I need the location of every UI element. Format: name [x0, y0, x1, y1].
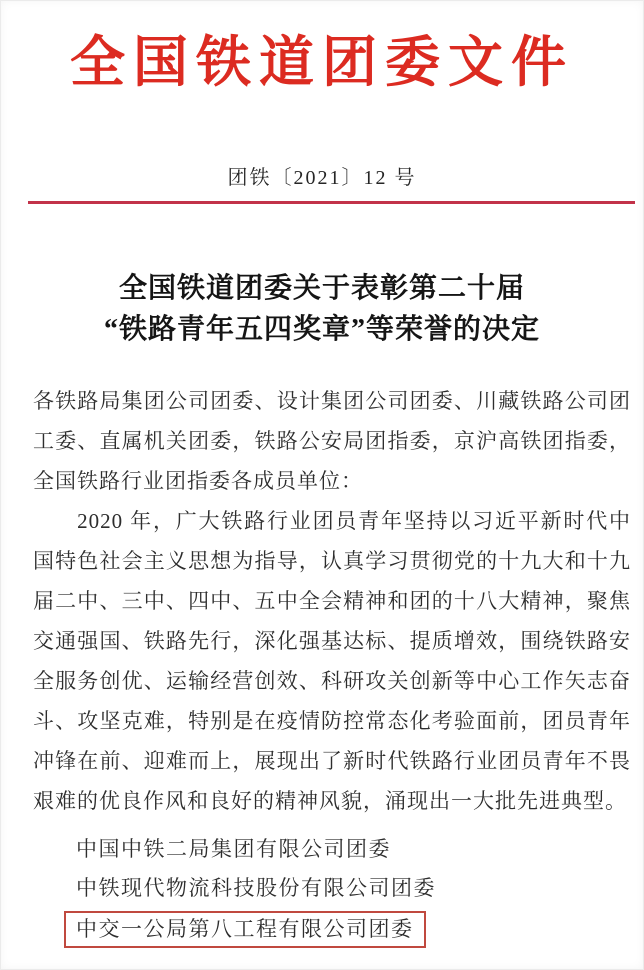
- org-name: 中铁现代物流科技股份有限公司团委: [76, 876, 436, 900]
- document-title: [0, 268, 644, 350]
- org-list-item: [76, 830, 436, 869]
- document-number: 团铁〔2021〕12 号: [227, 167, 417, 189]
- header-divider-rule: [28, 201, 635, 204]
- document-title-line-2: “铁路青年五四奖章”等荣誉的决定: [103, 314, 540, 345]
- salutation-paragraph: 各铁路局集团公司团委、设计集团公司团委、川藏铁路公司团工委、直属机关团委，铁路公安局团指委，京沪高铁团指委，全国铁路行业团指委各成员单位：: [33, 389, 631, 493]
- body-paragraph: 2020 年，广大铁路行业团员青年坚持以习近平新时代中国特色社会主义思想为指导，认真学习贯彻党的十九大和十九届二中、三中、四中、五中全会精神和团的十八大精神，聚焦交通强国、铁路先行，深化强基达标、提质增效，围绕铁路安全服务创优、运输经营创效、科研攻关创新等中心工作矢志奋斗、攻坚克难，特别是在疫情防控常态化考验面前，团员青年冲锋在前、迎难而上，展现出了新时代铁路行业团员青年不畏艰难的优良作风和良好的精神风貌，涌现出一大批先进典型。: [33, 509, 631, 813]
- document-body: [33, 381, 631, 821]
- document-title-line-1: 全国铁道团委关于表彰第二十届: [118, 273, 525, 304]
- org-list-item: [76, 869, 436, 908]
- document-masthead-title: 全国铁道团委文件: [69, 32, 574, 93]
- org-list-item-highlighted: [76, 908, 436, 947]
- organization-list: [76, 830, 436, 947]
- org-name: 中国中铁二局集团有限公司团委: [76, 837, 391, 861]
- highlight-box: 中交一公局第八工程有限公司团委: [64, 911, 426, 948]
